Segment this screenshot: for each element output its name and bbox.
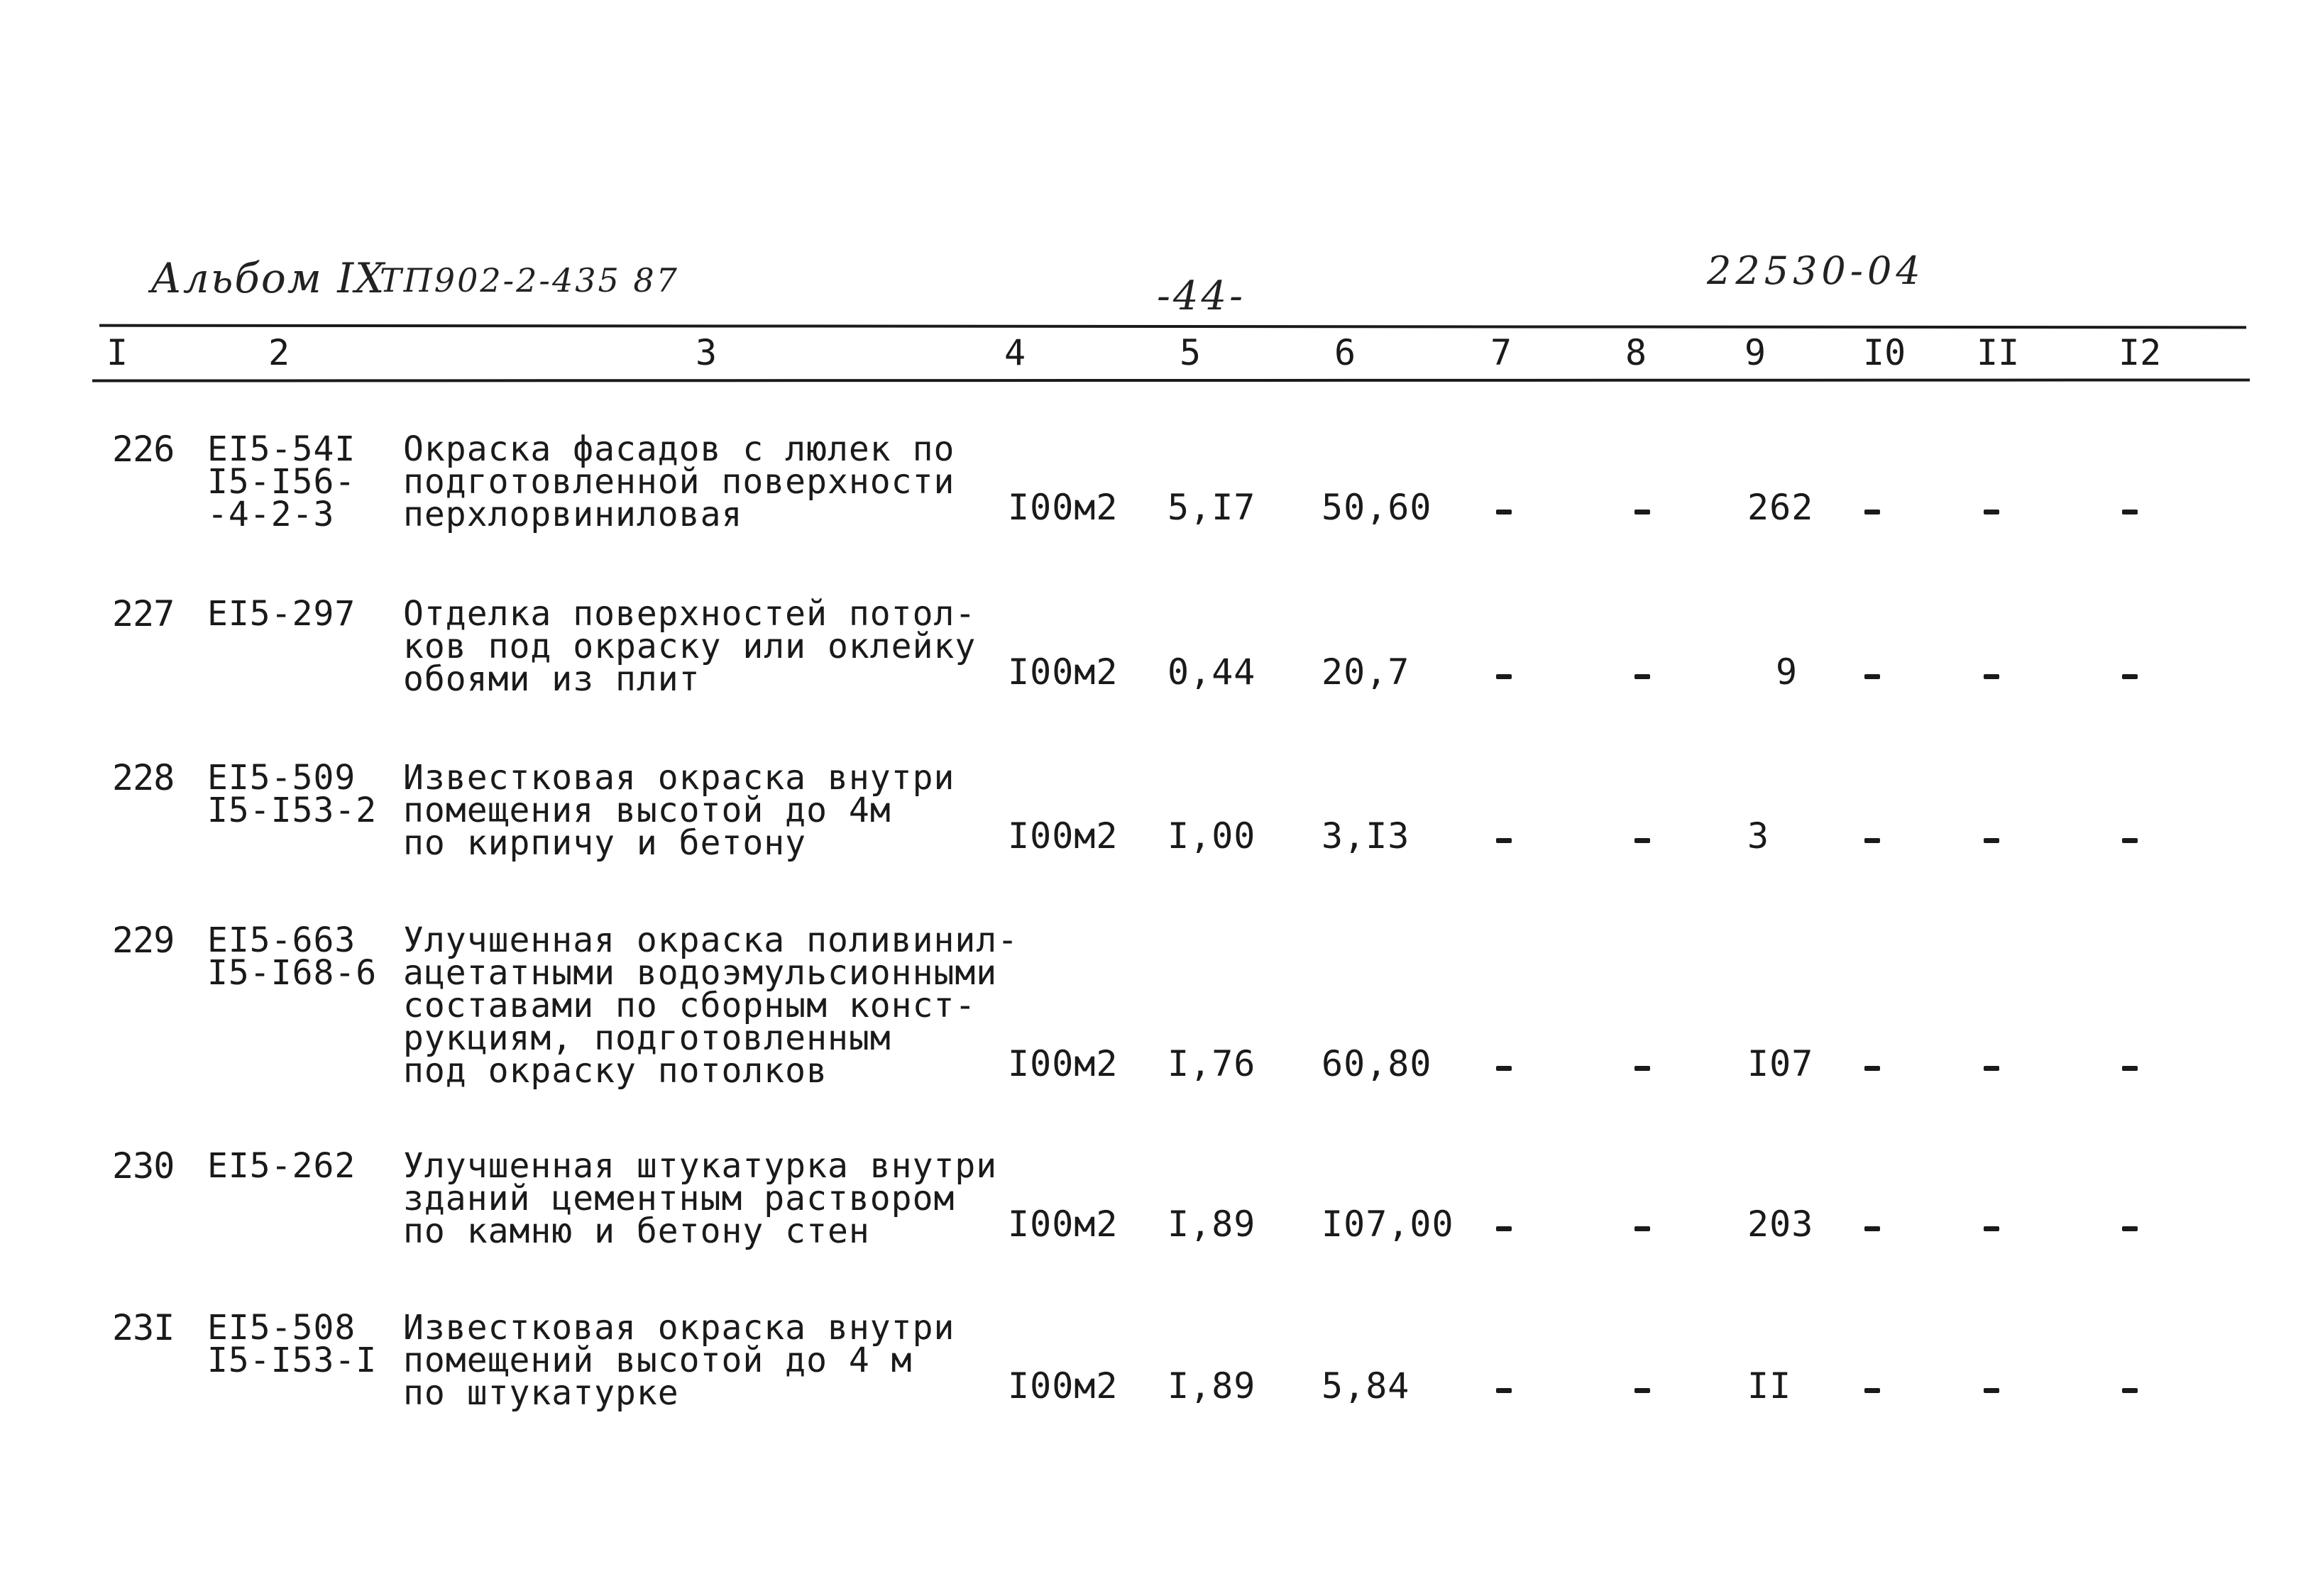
row-quantity: I,89 xyxy=(1167,1204,1256,1245)
row-c11-dash xyxy=(1984,1388,1999,1393)
column-header-4: 4 xyxy=(1004,332,1026,373)
table-header-top-rule xyxy=(99,324,2246,329)
row-description: рукциям, подготовленным xyxy=(403,1018,891,1058)
row-c7-dash xyxy=(1496,1226,1512,1231)
row-description: Известковая окраска внутри xyxy=(403,1308,955,1348)
row-unit: I00м2 xyxy=(1008,1204,1119,1245)
row-c10-dash xyxy=(1864,1066,1880,1071)
column-header-11: II xyxy=(1977,332,2020,373)
table-header-bottom-rule xyxy=(92,378,2250,382)
row-description: обоями из плит xyxy=(403,659,700,699)
row-col6: 50,60 xyxy=(1321,487,1432,528)
row-description: Улучшенная штукатурка внутри xyxy=(403,1146,998,1186)
column-header-5: 5 xyxy=(1180,332,1202,373)
row-col6: 3,I3 xyxy=(1321,815,1410,857)
row-description: по штукатурке xyxy=(403,1373,679,1413)
row-quantity: I,76 xyxy=(1167,1043,1256,1084)
row-code: I5-I53-I xyxy=(207,1341,378,1380)
row-description: ков под окраску или оклейку xyxy=(403,627,977,666)
row-c12-dash xyxy=(2122,510,2138,514)
document-number: 22530-04 xyxy=(1707,248,1925,293)
page-number: -44- xyxy=(1157,273,1246,319)
row-c12-dash xyxy=(2122,1066,2138,1071)
row-c10-dash xyxy=(1864,510,1880,514)
row-c10-dash xyxy=(1864,1388,1880,1393)
row-number: 227 xyxy=(112,593,175,634)
row-c8-dash xyxy=(1634,674,1650,679)
row-code: EI5-509 xyxy=(207,758,356,798)
row-number: 229 xyxy=(112,920,175,961)
row-col9: 9 xyxy=(1776,651,1798,693)
row-code: I5-I56- xyxy=(207,462,356,502)
row-col9: I07 xyxy=(1747,1043,1814,1084)
row-col9: 262 xyxy=(1747,487,1814,528)
row-code: EI5-54I xyxy=(207,429,356,469)
column-header-12: I2 xyxy=(2119,332,2162,373)
row-c11-dash xyxy=(1984,510,1999,514)
column-header-1: I xyxy=(106,332,128,373)
row-c11-dash xyxy=(1984,674,1999,679)
row-code: EI5-508 xyxy=(207,1308,356,1348)
row-description: Окраска фасадов с люлек по xyxy=(403,429,955,469)
column-header-2: 2 xyxy=(268,332,290,373)
row-col9: 203 xyxy=(1747,1204,1814,1245)
row-description: под окраску потолков xyxy=(403,1051,828,1091)
row-c11-dash xyxy=(1984,838,1999,843)
row-code: I5-I53-2 xyxy=(207,791,378,830)
row-c8-dash xyxy=(1634,838,1650,843)
row-description: ацетатными водоэмульсионными xyxy=(403,953,998,993)
row-quantity: 0,44 xyxy=(1167,651,1256,693)
row-code: I5-I68-6 xyxy=(207,953,378,993)
row-description: Улучшенная окраска поливинил- xyxy=(403,920,1019,960)
row-description: зданий цементным раствором xyxy=(403,1179,955,1218)
row-c8-dash xyxy=(1634,1226,1650,1231)
row-c7-dash xyxy=(1496,674,1512,679)
row-c11-dash xyxy=(1984,1226,1999,1231)
row-c12-dash xyxy=(2122,838,2138,843)
row-description: помещения высотой до 4м xyxy=(403,791,891,830)
row-number: 228 xyxy=(112,757,175,798)
row-unit: I00м2 xyxy=(1008,1043,1119,1084)
row-c10-dash xyxy=(1864,838,1880,843)
row-unit: I00м2 xyxy=(1008,815,1119,857)
row-number: 23I xyxy=(112,1307,175,1348)
row-c11-dash xyxy=(1984,1066,1999,1071)
row-description: подготовленной поверхности xyxy=(403,462,955,502)
row-c10-dash xyxy=(1864,674,1880,679)
row-c8-dash xyxy=(1634,510,1650,514)
row-col9: 3 xyxy=(1747,815,1770,857)
row-c7-dash xyxy=(1496,1388,1512,1393)
column-header-6: 6 xyxy=(1334,332,1356,373)
row-description: Отделка поверхностей потол- xyxy=(403,594,977,634)
row-c8-dash xyxy=(1634,1388,1650,1393)
row-description: перхлорвиниловая xyxy=(403,495,743,534)
row-c7-dash xyxy=(1496,510,1512,514)
row-c7-dash xyxy=(1496,838,1512,843)
row-code: -4-2-3 xyxy=(207,495,335,534)
row-description: Известковая окраска внутри xyxy=(403,758,955,798)
album-label: Альбом IX xyxy=(150,254,386,302)
row-c7-dash xyxy=(1496,1066,1512,1071)
row-unit: I00м2 xyxy=(1008,651,1119,693)
row-c12-dash xyxy=(2122,1388,2138,1393)
row-c10-dash xyxy=(1864,1226,1880,1231)
row-unit: I00м2 xyxy=(1008,1365,1119,1407)
row-col6: 60,80 xyxy=(1321,1043,1432,1084)
column-header-3: 3 xyxy=(696,332,718,373)
column-header-7: 7 xyxy=(1490,332,1512,373)
column-header-9: 9 xyxy=(1744,332,1766,373)
row-col9: II xyxy=(1747,1365,1792,1407)
row-c12-dash xyxy=(2122,1226,2138,1231)
row-unit: I00м2 xyxy=(1008,487,1119,528)
row-col6: I07,00 xyxy=(1321,1204,1454,1245)
row-code: EI5-663 xyxy=(207,920,356,960)
row-quantity: 5,I7 xyxy=(1167,487,1256,528)
row-c12-dash xyxy=(2122,674,2138,679)
row-number: 230 xyxy=(112,1145,175,1187)
row-quantity: I,00 xyxy=(1167,815,1256,857)
row-c8-dash xyxy=(1634,1066,1650,1071)
row-description: составами по сборным конст- xyxy=(403,986,977,1025)
row-code: EI5-297 xyxy=(207,594,356,634)
row-number: 226 xyxy=(112,429,175,470)
row-description: помещений высотой до 4 м xyxy=(403,1341,913,1380)
column-header-10: I0 xyxy=(1863,332,1906,373)
row-col6: 5,84 xyxy=(1321,1365,1410,1407)
project-code: ТП902-2-435 87 xyxy=(380,261,679,299)
row-description: по кирпичу и бетону xyxy=(403,823,807,863)
row-code: EI5-262 xyxy=(207,1146,356,1186)
row-col6: 20,7 xyxy=(1321,651,1410,693)
row-quantity: I,89 xyxy=(1167,1365,1256,1407)
row-description: по камню и бетону стен xyxy=(403,1211,870,1251)
column-header-8: 8 xyxy=(1625,332,1647,373)
